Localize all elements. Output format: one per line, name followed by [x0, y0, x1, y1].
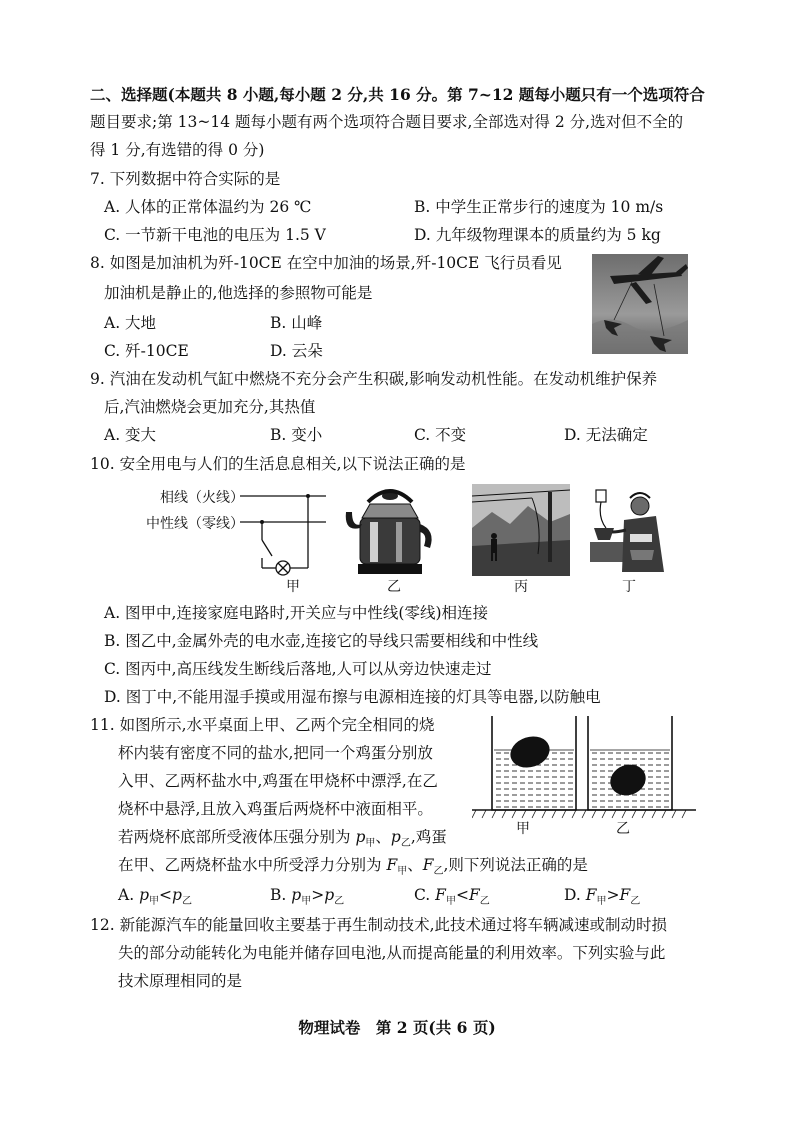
- q12-stem-3: 技术原理相同的是: [118, 972, 243, 990]
- q7-stem: 7. 下列数据中符合实际的是: [90, 170, 281, 188]
- q11-option-b: B. $p_甲>p_乙$: [270, 886, 345, 908]
- q11-stem-3: 入甲、乙两杯盐水中,鸡蛋在甲烧杯中漂浮,在乙: [118, 772, 438, 790]
- q8-option-d: D. 云朵: [270, 342, 323, 360]
- figure-ding-caption: 丁: [622, 579, 636, 595]
- q11-option-c: C. $F_甲<F_乙$: [414, 886, 490, 908]
- q10-stem: 10. 安全用电与人们的生活息息相关,以下说法正确的是: [90, 455, 466, 473]
- page-footer: 物理试卷 第 2 页(共 6 页): [298, 1018, 496, 1037]
- q7-option-d: D. 九年级物理课本的质量约为 5 kg: [414, 226, 661, 244]
- q8-option-c: C. 歼-10CE: [104, 342, 189, 360]
- figure-jia-caption: 甲: [286, 579, 300, 595]
- q9-option-b: B. 变小: [270, 426, 323, 444]
- q9-stem-1: 9. 汽油在发动机气缸中燃烧不充分会产生积碳,影响发动机性能。在发动机维护保养: [90, 370, 658, 388]
- q12-stem-1: 12. 新能源汽车的能量回收主要基于再生制动技术,此技术通过将车辆减速或制动时损: [90, 916, 668, 934]
- figure-bing-caption: 丙: [514, 579, 528, 595]
- q12-stem-2: 失的部分动能转化为电能并储存回电池,从而提高能量的利用效率。下列实验与此: [118, 944, 666, 962]
- q8-option-b: B. 山峰: [270, 314, 323, 332]
- section-instructions-2: 题目要求;第 13~14 题每小题有两个选项符合题目要求,全部选对得 2 分,选对但不全的: [90, 113, 684, 131]
- q11-stem-2: 杯内装有密度不同的盐水,把同一个鸡蛋分别放: [118, 744, 433, 762]
- q8-stem-1: 8. 如图是加油机为歼-10CE 在空中加油的场景,歼-10CE 飞行员看见: [90, 254, 562, 272]
- q7-option-c: C. 一节新干电池的电压为 1.5 V: [104, 226, 326, 244]
- q7-option-a: A. 人体的正常体温约为 26 ℃: [104, 198, 312, 216]
- q11-stem-5: 若两烧杯底部所受液体压强分别为 $p_甲$、$p_乙$,鸡蛋: [118, 828, 447, 850]
- q7-option-b: B. 中学生正常步行的速度为 10 m/s: [414, 198, 664, 216]
- q10-option-c: C. 图丙中,高压线发生断线后落地,人可以从旁边快速走过: [104, 660, 492, 678]
- circuit-diagram: [240, 488, 330, 578]
- q10-option-a: A. 图甲中,连接家庭电路时,开关应与中性线(零线)相连接: [104, 604, 488, 622]
- two-beakers-diagram: [472, 714, 696, 824]
- section-instructions-3: 得 1 分,有选错的得 0 分): [90, 141, 265, 159]
- section-header: 二、选择题(本题共 8 小题,每小题 2 分,共 16 分。第 7~12 题每小题只有一个选项符合: [90, 85, 705, 104]
- q11-stem-1: 11. 如图所示,水平桌面上甲、乙两个完全相同的烧: [90, 716, 435, 734]
- refueling-photo: [592, 254, 688, 354]
- q9-option-a: A. 变大: [104, 426, 157, 444]
- q11-stem-4: 烧杯中悬浮,且放入鸡蛋后两烧杯中液面相平。: [118, 800, 433, 818]
- electric-kettle-icon: [340, 482, 440, 582]
- beaker-yi: [588, 716, 672, 810]
- q11-option-a: A. $p_甲<p_乙$: [118, 886, 192, 908]
- q10-option-d: D. 图丁中,不能用湿手摸或用湿布擦与电源相连接的灯具等电器,以防触电: [104, 688, 601, 706]
- figure-yi-caption: 乙: [387, 579, 401, 595]
- live-wire-label: 相线（火线）: [160, 490, 244, 506]
- beaker-yi-caption: 乙: [616, 821, 630, 837]
- q8-option-a: A. 大地: [104, 314, 157, 332]
- beaker-jia: [492, 716, 576, 810]
- q9-option-d: D. 无法确定: [564, 426, 648, 444]
- beaker-jia-caption: 甲: [516, 821, 530, 837]
- q10-option-b: B. 图乙中,金属外壳的电水壶,连接它的导线只需要相线和中性线: [104, 632, 539, 650]
- broken-power-line-photo: [472, 484, 570, 576]
- q11-stem-6: 在甲、乙两烧杯盐水中所受浮力分别为 $F_甲$、$F_乙$,则下列说法正确的是: [118, 856, 588, 878]
- q9-option-c: C. 不变: [414, 426, 467, 444]
- neutral-wire-label: 中性线（零线）: [146, 516, 244, 532]
- q9-stem-2: 后,汽油燃烧会更加充分,其热值: [104, 398, 316, 416]
- q8-stem-2: 加油机是静止的,他选择的参照物可能是: [104, 284, 373, 302]
- wet-hand-lamp-illustration: [584, 484, 668, 578]
- q11-option-d: D. $F_甲>F_乙$: [564, 886, 641, 908]
